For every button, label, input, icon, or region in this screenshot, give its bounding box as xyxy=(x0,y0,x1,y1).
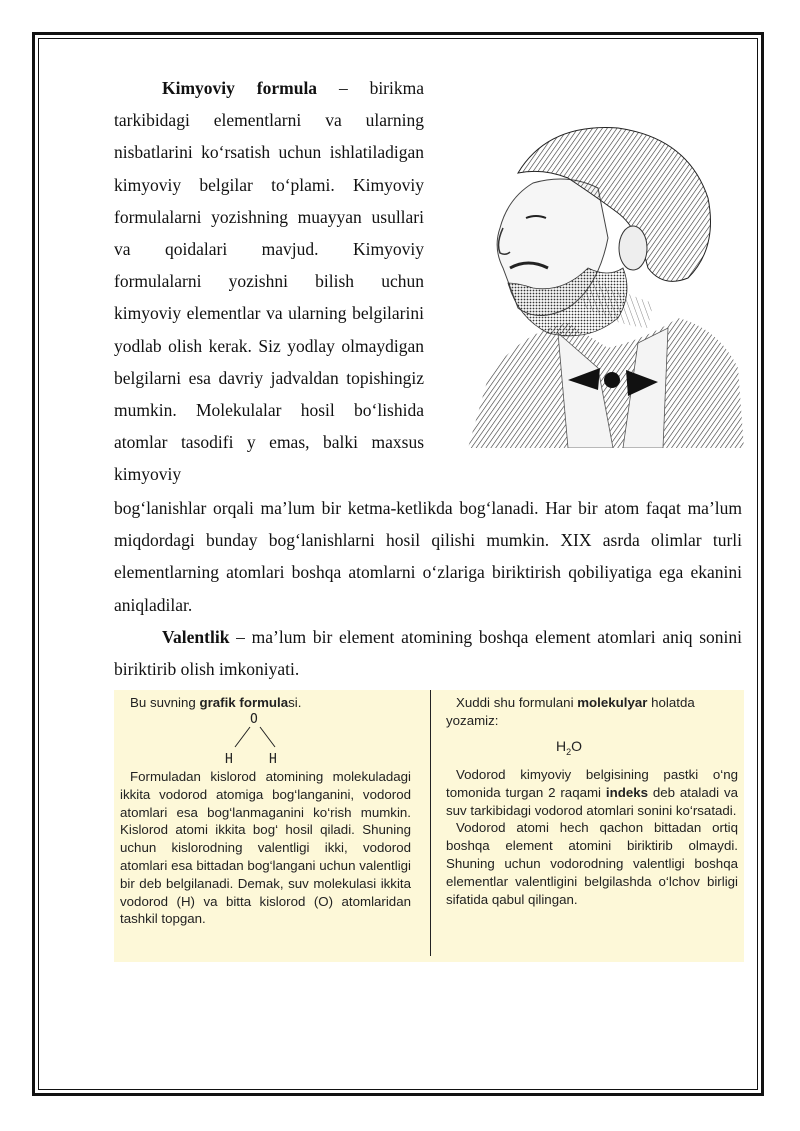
right-box-heading xyxy=(446,694,736,730)
term-valentlik: Valentlik xyxy=(162,627,230,647)
right-heading-post: holatda yozamiz: xyxy=(446,695,695,728)
formula-o: O xyxy=(571,738,583,754)
water-structural-formula xyxy=(225,708,285,766)
bond-o-h-left xyxy=(235,727,250,747)
right-paragraph-2: Vodorod atomi hech qachon bittadan ortiq boshqa element atomini biriktirib olmaydi. Shuning uchun vodorodning valentligi boshqa elementlar valentligini belgilashda o‘lchov birligi sifatida qabul qilingan. xyxy=(446,820,738,907)
valentlik-paragraph xyxy=(114,621,742,685)
right-heading-bold: molekulyar xyxy=(577,695,648,710)
term-kimyoviy-formula: Kimyoviy formula xyxy=(162,78,318,98)
atom-h-right: H xyxy=(269,752,277,766)
right-p1-bold: indeks xyxy=(605,784,648,800)
formula-h: H xyxy=(556,738,567,754)
intro-paragraph xyxy=(114,72,424,491)
left-box-body: Formuladan kislorod atomining molekuladagi ikkita vodorod atomiga bog‘langanini, vodorod atomlari esa bog‘lanmaganini ko‘rish mumkin. Kislorod atomi ikkita bog‘ hosil qiladi. Shuning uchun kislorodning valentligi ikki, vodorod atomlari esa bittadan bog‘langani uchun valentligi bir deb belgilanadi. Demak, suv molekulasi ikkita vodorod (H) va bitta kislorod (O) atomlaridan tashkil topgan. xyxy=(120,769,411,927)
right-p1-pre: Vodorod kimyoviy belgisining pastki o‘ng tomonida turgan 2 raqami xyxy=(446,767,738,800)
right-p1-post: deb ataladi va suv tarkibidagi vodorod atomlari sonini ko‘rsatadi. xyxy=(446,784,738,818)
info-box-divider xyxy=(430,690,431,956)
valentlik-text: – ma’lum bir element atomining boshqa element atomlari aniq sonini biriktirib olish imkoniyati. xyxy=(114,627,742,680)
left-heading-bold: grafik formula xyxy=(199,695,289,710)
formula-subscript: 2 xyxy=(566,746,572,757)
continuation-paragraph: bog‘lanishlar orqali ma’lum bir ketma-ketlikda bog‘lanadi. Har bir atom faqat ma’lum miqdordagi bunday bog‘lanishlarni hosil qilishi mumkin. XIX asrda olimlar turli elementlarning atomlari boshqa atomlarni o‘zlariga biriktirish qobiliyatiga ega ekanini aniqladilar. xyxy=(114,498,742,615)
scientist-portrait-image xyxy=(448,118,744,448)
right-box-body xyxy=(446,766,738,908)
atom-h-left: H xyxy=(225,752,233,766)
left-heading-pre: Bu suvning xyxy=(130,695,200,710)
intro-text: – birikma tarkibidagi elementlarni va ularning nisbatlarini ko‘rsatish uchun ishlatiladigan kimyoviy belgilar to‘plami. Kimyoviy formulalarni yozishning muayyan usullari va qoidalari mavjud. Kimyoviy formulalarni yozishni bilish uchun kimyoviy elementlar va ularning belgilarini yodlab olish kerak. Siz yodlay olmaydigan belgilarni esa davriy jadvaldan topishingiz mumkin. Molekulalar hosil bo‘lishida atomlar tasodifi y emas, balki maxsus kimyoviy xyxy=(114,78,424,485)
atom-o: O xyxy=(250,712,258,727)
left-heading-post: si. xyxy=(288,695,302,710)
bond-o-h-right xyxy=(260,727,275,747)
right-heading-pre: Xuddi shu formulani xyxy=(456,695,578,710)
molecular-formula-h2o xyxy=(556,738,582,757)
right-paragraph-1 xyxy=(446,766,738,819)
